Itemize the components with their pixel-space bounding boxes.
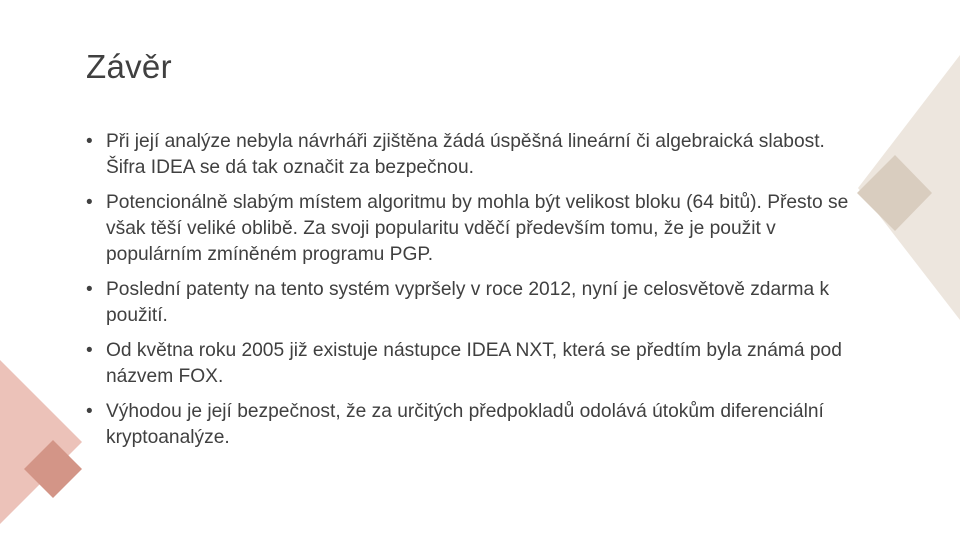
bullet-text: Potencionálně slabým místem algoritmu by mohla být velikost bloku (64 bitů). Přesto se však těší veliké oblibě. Za svoji popularitu vděčí především tomu, že je použit v populárním zmíněném programu PGP. [106, 192, 849, 265]
bullet-text: Poslední patenty na tento systém vypršely v roce 2012, nyní je celosvětově zdarma k použití. [106, 279, 830, 326]
bullet-text: Při její analýze nebyla návrháři zjištěna žádá úspěšná lineární či algebraická slabost. Šifra IDEA se dá tak označit za bezpečnou. [106, 131, 825, 178]
bullet-item [86, 190, 856, 268]
pink-triangle-large [0, 360, 82, 524]
bullet-list [86, 129, 856, 460]
bullet-text: Od května roku 2005 již existuje nástupce IDEA NXT, která se předtím byla známá pod názvem FOX. [106, 340, 842, 387]
beige-diamond-small [857, 155, 932, 231]
bullet-dot-icon: • [86, 340, 93, 361]
bullet-item [86, 277, 856, 329]
pink-diamond-small [24, 440, 82, 498]
bullet-dot-icon: • [86, 279, 93, 300]
beige-diamond-large [858, 55, 960, 320]
bullet-item [86, 338, 856, 390]
bullet-dot-icon: • [86, 401, 93, 422]
bullet-text: Výhodou je její bezpečnost, že za určitých předpokladů odolává útokům diferenciální kryptoanalýze. [106, 401, 824, 448]
bullet-dot-icon: • [86, 131, 93, 152]
bullet-item [86, 129, 856, 181]
slide-title: Závěr [86, 48, 172, 85]
bullet-dot-icon: • [86, 192, 93, 213]
bullet-item [86, 399, 856, 451]
